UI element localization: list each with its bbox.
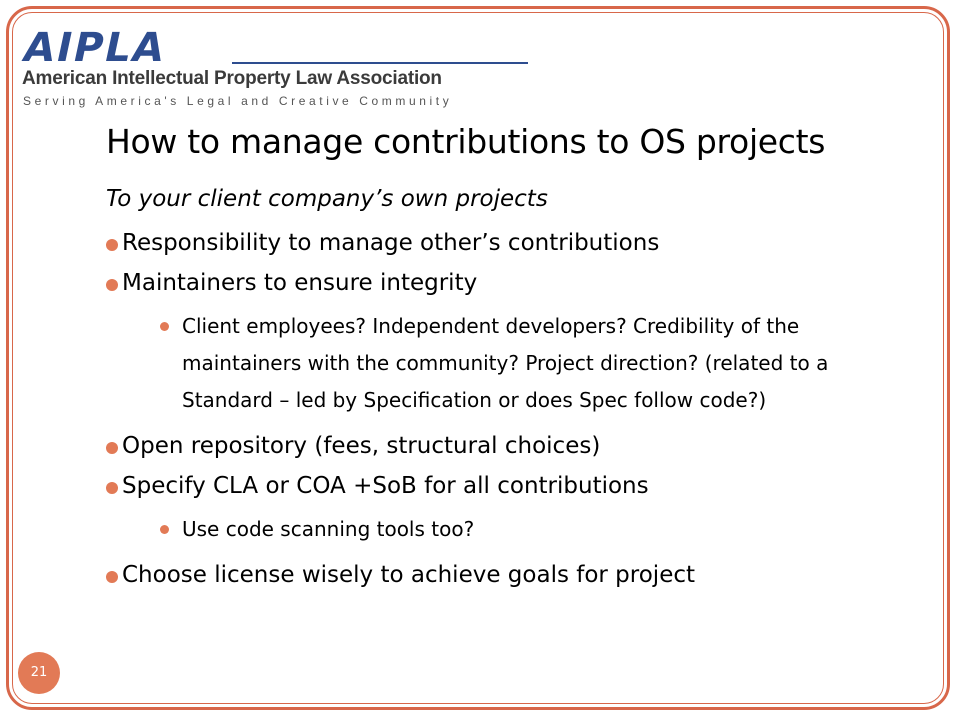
bullet-item (106, 270, 926, 419)
logo-org-name: American Intellectual Property Law Association (22, 68, 442, 89)
aipla-logo (19, 25, 522, 110)
bullet-text: Specify CLA or COA +SoB for all contributions (122, 473, 649, 499)
bullet-text: Maintainers to ensure integrity (122, 270, 478, 296)
bullet-list (106, 230, 926, 588)
bullet-text: Open repository (fees, structural choices) (122, 433, 601, 459)
sub-bullet-list (122, 308, 926, 419)
slide-content (106, 186, 926, 602)
bullet-text: Responsibility to manage other’s contributions (122, 230, 660, 256)
logo-mark: AIPLA (19, 25, 171, 71)
bullet-item (106, 562, 926, 588)
sub-bullet-item: Use code scanning tools too? (122, 511, 922, 548)
logo-tagline: Serving America's Legal and Creative Community (23, 94, 453, 108)
sub-bullet-list (122, 511, 926, 548)
bullet-text: Choose license wisely to achieve goals for project (122, 562, 696, 588)
bullet-item (106, 473, 926, 548)
slide-title: How to manage contributions to OS projects (106, 122, 826, 161)
slide-number-badge: 21 (18, 652, 60, 694)
sub-bullet-item: Client employees? Independent developers? Credibility of the maintainers with the community? Project direction? (related to a Standard – led by Specification or does Spec follow code?) (122, 308, 922, 419)
logo-rule (232, 62, 528, 64)
slide-intro: To your client company’s own projects (106, 186, 548, 212)
bullet-item (106, 433, 926, 459)
bullet-item (106, 230, 926, 256)
